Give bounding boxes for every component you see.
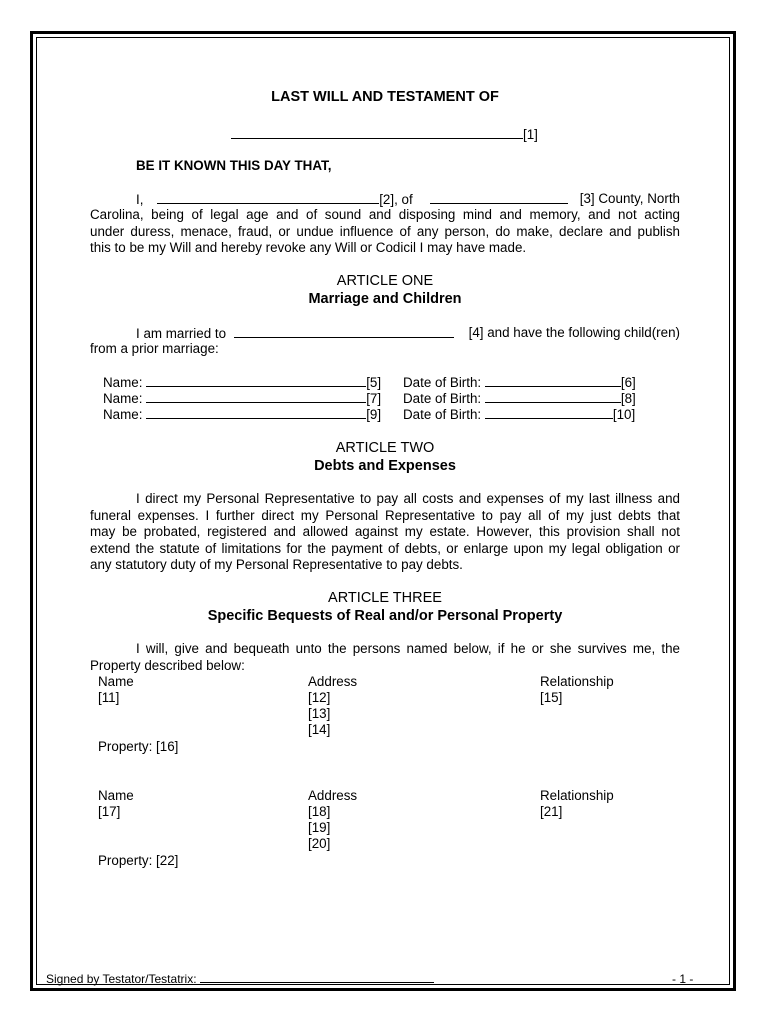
- child-dob-blank[interactable]: [485, 390, 621, 403]
- signed-label: Signed by Testator/Testatrix:: [46, 972, 197, 986]
- bequest-address-label: Address: [308, 674, 358, 689]
- document-title: LAST WILL AND TESTAMENT OF: [271, 89, 499, 105]
- bequest-address-ref[interactable]: [19]: [308, 820, 331, 835]
- intro-line-2: Carolina, being of legal age and of sound and disposing mind and memory, and not acting: [90, 207, 680, 222]
- child-name-ref: [9]: [366, 407, 382, 422]
- article-three-line-2: Property described below:: [90, 657, 245, 673]
- bequest-property[interactable]: Property: [22]: [98, 853, 179, 868]
- article-two-line: may be probated, registered and allowed against my estate. However, this provision shall not: [90, 524, 680, 539]
- child-name-label: Name:: [103, 375, 143, 390]
- article-two-paragraph: [90, 491, 680, 574]
- article-three-line-1: I will, give and bequeath unto the persons named below, if he or she survives me, the: [136, 641, 680, 656]
- child-name-label: Name:: [103, 407, 143, 422]
- bequest-name-ref[interactable]: [17]: [98, 804, 121, 819]
- bequest-address-ref[interactable]: [13]: [308, 706, 331, 721]
- child-dob-blank[interactable]: [485, 406, 613, 419]
- bequest-name-label: Name: [98, 788, 134, 803]
- bequest-relationship-ref[interactable]: [15]: [540, 690, 563, 705]
- intro-name-ref: [2], of: [379, 192, 413, 207]
- child-dob-label: Date of Birth:: [403, 391, 482, 406]
- child-name-blank[interactable]: [146, 406, 366, 419]
- bequest-address-label: Address: [308, 788, 358, 803]
- signature-blank[interactable]: [200, 971, 434, 983]
- article-two-subtitle: Debts and Expenses: [314, 458, 456, 474]
- bequest-relationship-ref[interactable]: [21]: [540, 804, 563, 819]
- intro-line-3: under duress, menace, fraud, or undue influence of any person, do make, declare and publish: [90, 223, 680, 239]
- page-number: - 1 -: [672, 972, 694, 986]
- child-name-ref: [7]: [366, 391, 382, 406]
- intro-county-blank[interactable]: [430, 191, 568, 204]
- bequest-address-ref[interactable]: [18]: [308, 804, 331, 819]
- child-dob-ref: [8]: [620, 391, 636, 406]
- married-prefix: I am married to: [136, 326, 227, 341]
- signature-line: [46, 971, 434, 988]
- child-dob: [403, 390, 636, 408]
- married-line: [136, 325, 680, 343]
- child-dob-label: Date of Birth:: [403, 375, 482, 390]
- known-heading: BE IT KNOWN THIS DAY THAT,: [136, 158, 332, 173]
- intro-paragraph: [90, 207, 680, 257]
- article-one-title: ARTICLE ONE: [336, 273, 434, 289]
- article-three-title: ARTICLE THREE: [328, 590, 442, 606]
- article-three-paragraph: [90, 641, 680, 674]
- child-name-label: Name:: [103, 391, 143, 406]
- married-suffix: [4] and have the following child(ren): [468, 325, 680, 340]
- child-name-blank[interactable]: [146, 390, 366, 403]
- bequest-relationship-label: Relationship: [540, 674, 614, 689]
- child-name-ref: [5]: [366, 375, 382, 390]
- bequest-address-ref[interactable]: [12]: [308, 690, 331, 705]
- testator-name-line: [231, 126, 538, 144]
- article-two-title: ARTICLE TWO: [335, 440, 435, 456]
- article-one-subtitle: Marriage and Children: [308, 291, 462, 307]
- article-two-line: any statutory duty of my Personal Representative to pay debts.: [90, 557, 463, 572]
- bequest-property[interactable]: Property: [16]: [98, 739, 179, 754]
- child-row: [103, 390, 381, 408]
- bequest-name-label: Name: [98, 674, 134, 689]
- intro-name-blank[interactable]: [157, 191, 379, 204]
- child-name-blank[interactable]: [146, 374, 366, 387]
- child-dob-label: Date of Birth:: [403, 407, 482, 422]
- spouse-name-blank[interactable]: [234, 325, 454, 338]
- bequest-address-ref[interactable]: [20]: [308, 836, 331, 851]
- article-two-line: extend the statute of limitations for the payment of debts, or enlarge upon my legal obligation or: [90, 540, 680, 556]
- intro-county-ref: [3] County, North: [579, 191, 680, 206]
- bequest-relationship-label: Relationship: [540, 788, 614, 803]
- child-dob-ref: [6]: [620, 375, 636, 390]
- child-dob: [403, 406, 635, 424]
- intro-i: I,: [136, 192, 144, 207]
- article-two-line: I direct my Personal Representative to pay all costs and expenses of my last illness and: [136, 491, 680, 506]
- article-three-subtitle: Specific Bequests of Real and/or Personal Property: [207, 608, 563, 624]
- article-two-line: funeral expenses. I further direct my Personal Representative to pay all of my just debts that: [90, 507, 680, 523]
- bequest-address-ref[interactable]: [14]: [308, 722, 331, 737]
- testator-name-ref: [1]: [523, 127, 538, 142]
- child-dob-ref: [10]: [612, 407, 636, 422]
- child-row: [103, 374, 381, 392]
- child-dob-blank[interactable]: [485, 374, 621, 387]
- testator-name-blank[interactable]: [231, 126, 523, 139]
- intro-line-1: [136, 191, 680, 209]
- intro-line-4: this to be my Will and hereby revoke any Will or Codicil I may have made.: [90, 240, 527, 255]
- child-dob: [403, 374, 636, 392]
- bequest-name-ref[interactable]: [11]: [98, 690, 120, 705]
- child-row: [103, 406, 381, 424]
- married-line-2: from a prior marriage:: [90, 341, 219, 356]
